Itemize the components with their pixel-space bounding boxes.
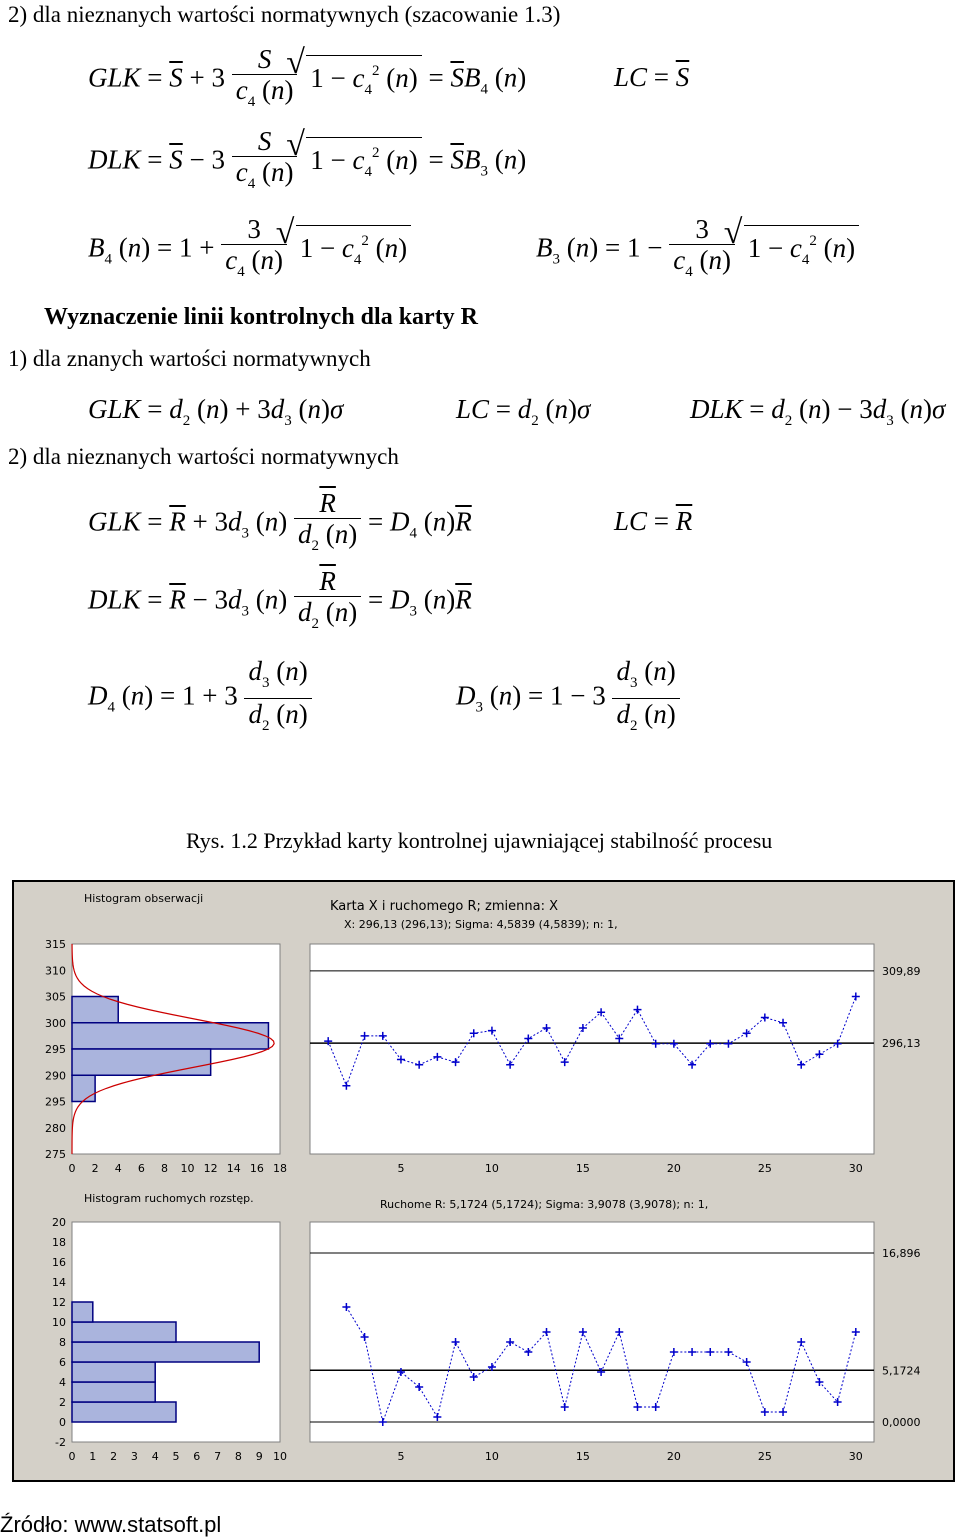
histogram-bar bbox=[72, 1342, 259, 1362]
hist-x-tick-label: 10 bbox=[273, 1450, 287, 1463]
histogram-bar bbox=[72, 997, 118, 1023]
histogram-bar bbox=[72, 1402, 176, 1422]
y-tick-label: 275 bbox=[45, 1148, 66, 1161]
y-tick-label: 305 bbox=[45, 990, 66, 1004]
x-tick-label: 20 bbox=[666, 1450, 681, 1463]
y-tick-label: -2 bbox=[55, 1436, 66, 1449]
y-tick-label: 310 bbox=[45, 964, 66, 978]
formula-dlk-s: DLK = $\overline{S} - 3$ $\frac{S}{c_4 (n)}$ √ $1 - c_4^2$ $(n) = \overline{S}B_3$ (n) bbox=[88, 126, 526, 199]
center-line-label-2: 5,1724 bbox=[882, 1364, 921, 1378]
y-tick-label: 6 bbox=[59, 1356, 66, 1369]
y-tick-label: 2 bbox=[59, 1396, 66, 1409]
formula-glk-s: GLK = $\overline{S} + 3$ $\frac{S}{c_4 (n)}$ √ $1 - c_4^2$ $(n) = \overline{S}B_4$ (n) bbox=[88, 44, 526, 117]
hist-x-tick-label: 18 bbox=[273, 1162, 287, 1175]
y-tick-label: 8 bbox=[59, 1336, 66, 1349]
y-tick-label: 295 bbox=[45, 1043, 66, 1056]
hist-x-tick-label: 12 bbox=[203, 1162, 218, 1175]
hist-x-tick-label: 14 bbox=[226, 1162, 241, 1175]
histogram-bar bbox=[72, 1382, 155, 1402]
hist-x-tick-label: 9 bbox=[255, 1450, 263, 1463]
hist-x-tick-label: 5 bbox=[172, 1450, 180, 1463]
chart-title-1: Karta X i ruchomego R; zmienna: X bbox=[330, 899, 559, 914]
chart-title-2: Ruchome R: 5,1724 (5,1724); Sigma: 3,9078 (3,9078); n: 1, bbox=[380, 1198, 709, 1211]
y-tick-label: 290 bbox=[45, 1069, 66, 1083]
hist-x-tick-label: 6 bbox=[193, 1450, 201, 1463]
y-tick-label: 12 bbox=[52, 1296, 66, 1309]
y-tick-label: 10 bbox=[52, 1316, 66, 1329]
histogram-bar bbox=[72, 1302, 93, 1322]
x-tick-label: 5 bbox=[397, 1450, 405, 1463]
upper-limit-label-1: 309,89 bbox=[882, 964, 921, 978]
hist-x-tick-label: 8 bbox=[160, 1162, 168, 1175]
y-tick-label: 16 bbox=[52, 1256, 66, 1269]
formula-b3: $B_3$ (n) = 1 − $\frac{3}{c_4 (n)}$ √ $1 - c_4^2$ (n) bbox=[536, 214, 859, 287]
hist-x-tick-label: 0 bbox=[68, 1450, 76, 1463]
source-note: Źródło: www.statsoft.pl bbox=[0, 1512, 222, 1537]
section-heading-known: 1) dla znanych wartości normatywnych bbox=[8, 346, 371, 371]
formula-b4: $B_4$ (n) = 1 + $\frac{3}{c_4 (n)}$ √ $1 - c_4^2$ (n) bbox=[88, 214, 411, 287]
hist-x-tick-label: 16 bbox=[249, 1162, 264, 1175]
figure-caption: Rys. 1.2 Przykład karty kontrolnej ujawniającej stabilność procesu bbox=[186, 828, 773, 853]
chart-subtitle-1: X: 296,13 (296,13); Sigma: 4,5839 (4,5839); n: 1, bbox=[344, 918, 618, 931]
formula-lc-known: LC = $d_2$ (n)σ bbox=[456, 394, 591, 429]
hist-x-tick-label: 0 bbox=[68, 1162, 76, 1175]
control-chart-figure bbox=[12, 880, 955, 1482]
formula-lc-r: LC = $\overline{R}$ bbox=[614, 506, 693, 536]
section-heading-r-chart: Wyznaczenie linii kontrolnych dla karty R bbox=[44, 304, 479, 330]
y-tick-label: 280 bbox=[45, 1121, 66, 1135]
center-line-label-1: 296,13 bbox=[882, 1037, 921, 1051]
histogram-bar bbox=[72, 1023, 268, 1049]
hist-x-tick-label: 8 bbox=[234, 1450, 242, 1463]
x-tick-label: 10 bbox=[484, 1450, 499, 1463]
formula-d3: $D_3$ (n) = 1 − 3 $\frac{d_3 (n)}{d_2 (n)}$ bbox=[456, 656, 680, 741]
hist-x-tick-label: 1 bbox=[89, 1450, 97, 1463]
hist-x-tick-label: 10 bbox=[180, 1162, 195, 1175]
y-tick-label: 295 bbox=[45, 1095, 66, 1109]
formula-glk-known: GLK = $d_2$ $(n) + 3d_3$ (n)σ bbox=[88, 394, 344, 429]
y-tick-label: 300 bbox=[45, 1016, 66, 1030]
formula-dlk-r: DLK = $\overline{R} - 3d_3$ (n) $\frac{\overline{R}}{d_2 (n)}$ = $D_3$ $(n)\overline{R}$ bbox=[88, 566, 472, 632]
xchart-plot bbox=[310, 944, 874, 1154]
lower-limit-label-2: 0,0000 bbox=[882, 1416, 921, 1429]
hist-title-1: Histogram obserwacji bbox=[84, 892, 204, 905]
x-tick-label: 30 bbox=[848, 1450, 863, 1463]
hist-x-tick-label: 7 bbox=[214, 1450, 222, 1463]
y-tick-label: 14 bbox=[52, 1276, 66, 1289]
hist-x-tick-label: 2 bbox=[110, 1450, 118, 1463]
y-tick-label: 315 bbox=[45, 938, 66, 951]
y-tick-label: 20 bbox=[52, 1216, 66, 1229]
hist-x-tick-label: 4 bbox=[151, 1450, 159, 1463]
formula-glk-r: GLK = $\overline{R} + 3d_3$ (n) $\frac{\overline{R}}{d_2 (n)}$ = $D_4$ $(n)\overline{R}$ bbox=[88, 488, 472, 554]
histogram-bar bbox=[72, 1049, 211, 1075]
x-tick-label: 25 bbox=[757, 1450, 772, 1463]
y-tick-label: 0 bbox=[59, 1416, 66, 1429]
section-heading-estimated-s: 2) dla nieznanych wartości normatywnych (szacowanie 1.3) bbox=[8, 2, 561, 27]
formula-dlk-known: DLK = $d_2$ $(n) - 3d_3$ (n)σ bbox=[690, 394, 946, 429]
x-tick-label: 5 bbox=[397, 1162, 405, 1175]
x-tick-label: 15 bbox=[575, 1162, 590, 1175]
x-tick-label: 25 bbox=[757, 1162, 772, 1175]
formula-lc-s: LC = $\overline{S}$ bbox=[614, 62, 690, 92]
x-tick-label: 10 bbox=[484, 1162, 499, 1175]
histogram-bar bbox=[72, 1075, 95, 1101]
x-tick-label: 30 bbox=[848, 1162, 863, 1175]
y-tick-label: 4 bbox=[59, 1376, 66, 1389]
hist-x-tick-label: 3 bbox=[130, 1450, 138, 1463]
control-chart-svg bbox=[14, 882, 953, 1480]
rchart-plot bbox=[310, 1222, 874, 1442]
upper-limit-label-2: 16,896 bbox=[882, 1247, 921, 1261]
hist-title-2: Histogram ruchomych rozstęp. bbox=[84, 1192, 254, 1205]
y-tick-label: 18 bbox=[52, 1236, 66, 1249]
histogram-bar bbox=[72, 1362, 155, 1382]
hist-x-tick-label: 4 bbox=[114, 1162, 122, 1175]
hist-x-tick-label: 2 bbox=[91, 1162, 99, 1175]
x-tick-label: 15 bbox=[575, 1450, 590, 1463]
histogram-bar bbox=[72, 1322, 176, 1342]
section-heading-unknown: 2) dla nieznanych wartości normatywnych bbox=[8, 444, 399, 469]
formula-d4: $D_4$ (n) = 1 + 3 $\frac{d_3 (n)}{d_2 (n)}$ bbox=[88, 656, 312, 741]
x-tick-label: 20 bbox=[666, 1162, 681, 1175]
hist-x-tick-label: 6 bbox=[137, 1162, 145, 1175]
